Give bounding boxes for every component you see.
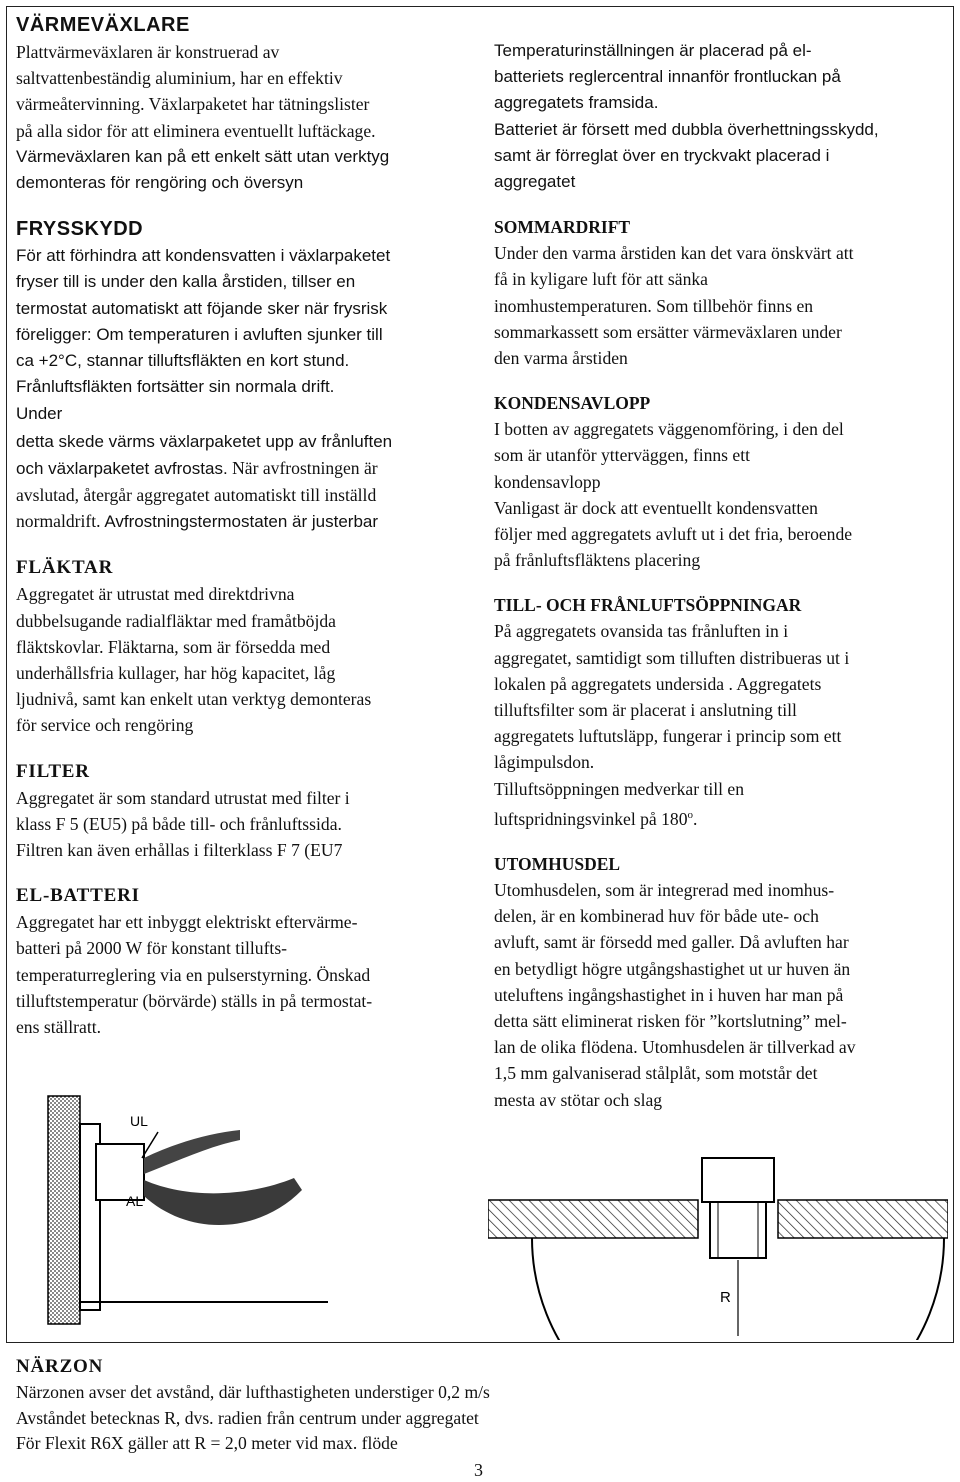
section-frysskydd: [16, 218, 471, 535]
airflow-diagram: [40, 1088, 330, 1328]
section-filter: [16, 761, 471, 864]
hood-upper: [96, 1144, 144, 1200]
section-elbatteri: [16, 885, 471, 1040]
label-ul: UL: [130, 1113, 148, 1129]
nearzone-diagram: [488, 1150, 948, 1340]
section-narzon: [16, 1356, 716, 1457]
heading-narzon: NÄRZON: [16, 1356, 104, 1377]
elbatteri-text: Aggregatet har ett inbyggt elektriskt eftervärme- batteri på 2000 W för konstant tillufts- temperaturreglering via en pulserstyrning. Önskad tilluftstemperatur (börvärde) ställs in på termostat- ens ställratt.: [16, 912, 373, 1038]
label-al: AL: [126, 1193, 144, 1209]
section-sommardrift: [494, 217, 946, 371]
section-utomhusdel: [494, 854, 946, 1113]
flaktar-text: Aggregatet är utrustat med direktdrivna dubbelsugande radialfläktar med framåtböjda fläktskovlar. Fläktarna, som är försedda med underhållsfria kullager, har hög kapacitet, låg ljudnivå, samt kan enkelt utan verktyg demonteras för service och rengöring: [16, 584, 372, 736]
intro-text-2: Batteriet är försett med dubbla överhettningsskydd, samt är förreglat över en tryckvakt placerad i aggregatet: [494, 119, 879, 192]
right-column: [494, 38, 946, 1113]
frysskydd-text-2c: Avfrostningstermostaten är justerbar: [100, 512, 379, 532]
ceiling-slab: [488, 1200, 698, 1238]
varmevaxlare-text-2: Värmeväxlaren kan på ett enkelt sätt utan verktyg demonteras för rengöring och översyn: [16, 146, 390, 193]
frysskydd-text-1: För att förhindra att kondensvatten i växlarpaketet fryser till is under den kalla årstiden, tillser en termostat automatiskt att föjande sker när frysrisk föreligger: Om temperaturen i avluften sjunker till ca +2°C, stannar tilluftsfläkten en kort stund. Frånluftsfläkten fortsätter sin normala drift.: [16, 246, 391, 397]
heading-sommardrift: SOMMARDRIFT: [494, 217, 631, 238]
intro-text-1: Temperaturinställningen är placerad på el- batteriets reglercentral innanför frontluckan på aggregatets framsida.: [494, 41, 841, 113]
heading-oppningar: TILL- OCH FRÅNLUFTSÖPPNINGAR: [494, 595, 802, 616]
section-intro: [494, 38, 946, 195]
narzon-text: Närzonen avser det avstånd, där lufthastigheten understiger 0,2 m/s Avståndet betecknas R, dvs. radien från centrum under aggregatet För Flexit R6X gäller att R = 2,0 meter vid max. flöde: [16, 1382, 490, 1453]
degree-sup: o: [687, 808, 694, 821]
outdoor-air-flow: [144, 1178, 302, 1225]
heading-utomhusdel: UTOMHUSDEL: [494, 853, 621, 874]
angle-text-suffix: .: [693, 808, 698, 829]
wall-section: [48, 1096, 80, 1324]
ceiling-slab-right: [778, 1200, 948, 1238]
page-number: 3: [474, 1460, 483, 1480]
frysskydd-text-2a: Under detta skede värms växlarpaketet upp av frånluften och växlarpaketet avfrostas.: [16, 404, 393, 478]
heading-kondensavlopp: KONDENSAVLOPP: [494, 393, 651, 414]
frysskydd-text-2b: När avfrostningen är avslutad, återgår aggregatet automatiskt till inställd normaldrift.: [16, 457, 378, 532]
label-r: R: [720, 1289, 731, 1306]
heading-varmevaxlare: VÄRMEVÄXLARE: [16, 14, 190, 36]
filter-text: Aggregatet är som standard utrustat med filter i klass F 5 (EU5) på både till- och frånluftssida. Filtren kan även erhållas i filterklass F 7 (EU7: [16, 787, 350, 861]
kondensavlopp-text: I botten av aggregatets väggenomföring, i den del som är utanför ytterväggen, finns ett kondensavlopp Vanligast är dock att eventuellt kondensvatten följer med aggregatets avluft ut i det fria, beroende på frånluftsfläktens placering: [494, 419, 853, 571]
varmevaxlare-text-1: Plattvärmeväxlaren är konstruerad av saltvattenbeständig aluminium, har en effektiv värmeåtervinning. Växlarpaketet har tätningslister på alla sidor för att eliminera eventuellt luftäckage.: [16, 42, 376, 141]
angle-text-prefix: luftspridningsvinkel på 180: [494, 808, 688, 829]
oppningar-text: På aggregatets ovansida tas frånluften in i aggregatet, samtidigt som tilluften distribueras ut i lokalen på aggregatets undersida . Aggregatets tilluftsfilter som är placerat i anslutning till aggregatets luftutsläpp, fungerar i princip som ett lågimpulsdon. Tilluftsöppningen medverkar till en: [494, 621, 850, 799]
heading-filter: FILTER: [16, 760, 90, 782]
exhaust-air-flow: [144, 1130, 240, 1174]
left-column: [16, 14, 471, 1040]
roof-hood: [702, 1158, 774, 1202]
frysskydd-text-2: [16, 400, 471, 535]
section-varmevaxlare: [16, 14, 471, 196]
section-kondensavlopp: [494, 393, 946, 573]
sommardrift-text: Under den varma årstiden kan det vara önskvärt att få in kyligare luft för att sänka inomhustemperaturen. Som tillbehör finns en sommarkassett som ersätter värmeväxlaren under den varma årstiden: [494, 243, 854, 369]
heading-flaktar: FLÄKTAR: [16, 557, 114, 579]
heading-frysskydd: FRYSSKYDD: [16, 218, 144, 241]
section-flaktar: [16, 557, 471, 738]
oppningar-angle-line: [494, 802, 946, 832]
utomhusdel-text: Utomhusdelen, som är integrerad med inomhus- delen, är en kombinerad huv för både ute- och avluft, samt är försedd med galler. Då avluften har en betydligt högre utgångshastighet ut ur huven än uteluftens ingångshastighet in i huven har man på detta sätt eliminerat risken för ”kortslutning” mel- lan de olika flödena. Utomhusdelen är tillverkad av 1,5 mm galvaniserad stålplåt, som motstår det mesta av stötar och slag: [494, 879, 856, 1110]
section-oppningar: [494, 595, 946, 831]
heading-elbatteri: EL-BATTERI: [16, 885, 140, 907]
